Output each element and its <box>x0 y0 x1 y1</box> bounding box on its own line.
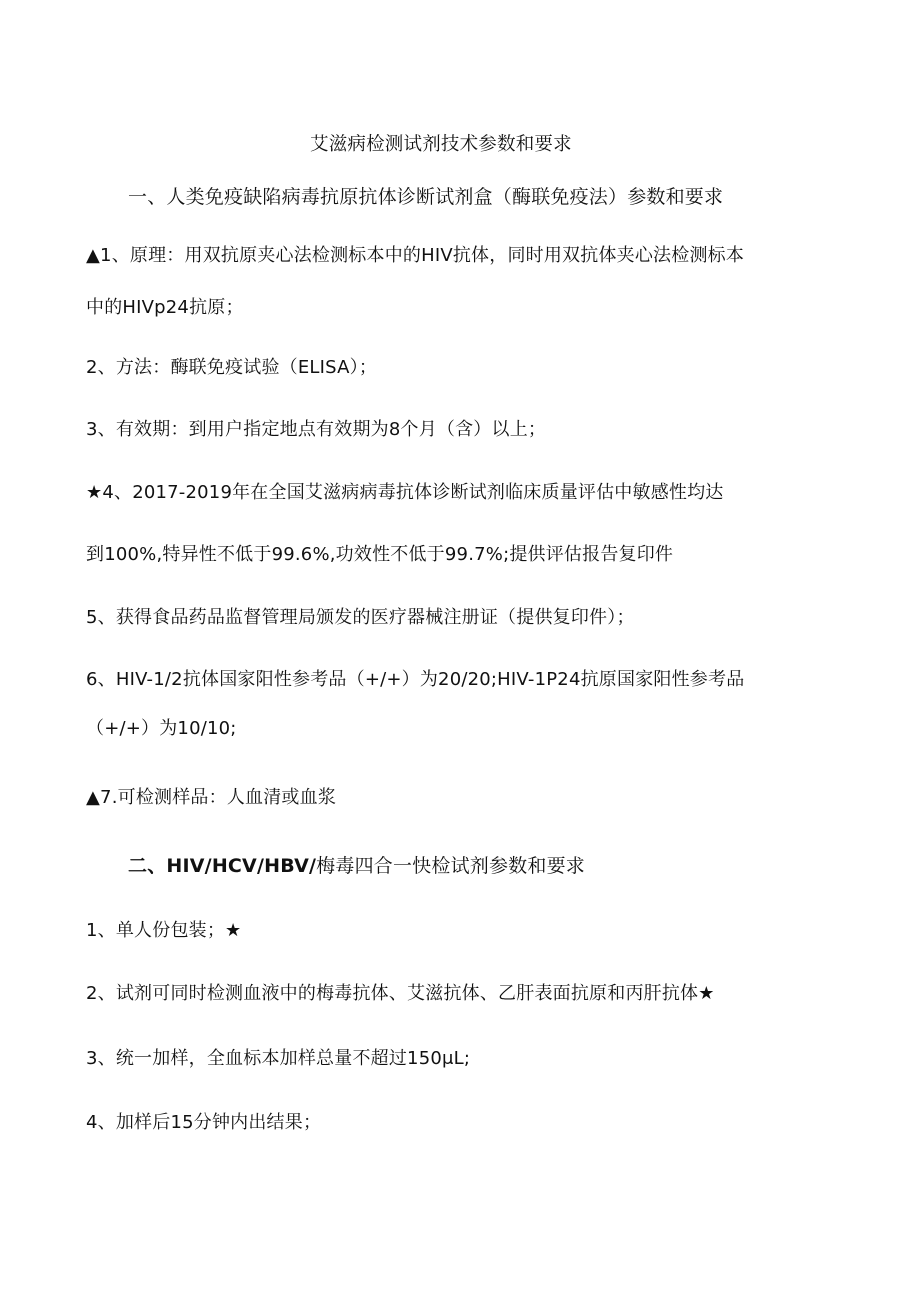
section2-item1: 1、单人份包装；★ <box>86 920 242 941</box>
section1-item1-line1: ▲1、原理：用双抗原夹心法检测标本中的HIV抗体，同时用双抗体夹心法检测标本 <box>86 245 745 266</box>
section1-item6-line1: 6、HIV-1/2抗体国家阳性参考品（+/+）为20/20;HIV-1P24抗原国家阳性参考品 <box>86 669 745 690</box>
section1-item7: ▲7.可检测样品：人血清或血浆 <box>86 787 337 808</box>
section1-item4-line2: 到100%,特异性不低于99.6%,功效性不低于99.7%;提供评估报告复印件 <box>86 544 674 565</box>
section2-item3: 3、统一加样，全血标本加样总量不超过150μL; <box>86 1048 471 1069</box>
section1-item1-line2: 中的HIVp24抗原； <box>86 297 244 318</box>
section2-item2: 2、试剂可同时检测血液中的梅毒抗体、艾滋抗体、乙肝表面抗原和丙肝抗体★ <box>86 983 715 1004</box>
section1-item2: 2、方法：酶联免疫试验（ELISA）； <box>86 357 378 378</box>
section2-heading-bold: 二、HIV/HCV/HBV/ <box>128 855 317 877</box>
section1-item5: 5、获得食品药品监督管理局颁发的医疗器械注册证（提供复印件）； <box>86 607 635 628</box>
section1-item4-line1: ★4、2017-2019年在全国艾滋病病毒抗体诊断试剂临床质量评估中敏感性均达 <box>86 482 724 503</box>
section1-item3: 3、有效期：到用户指定地点有效期为8个月（含）以上； <box>86 419 547 440</box>
document-title: 艾滋病检测试剂技术参数和要求 <box>310 134 572 155</box>
section2-heading-rest: 梅毒四合一快检试剂参数和要求 <box>316 855 585 877</box>
section1-item6-line2: （+/+）为10/10; <box>86 718 237 739</box>
section2-heading <box>128 854 585 878</box>
section2-item4: 4、加样后15分钟内出结果； <box>86 1112 322 1133</box>
section1-heading: 一、人类免疫缺陷病毒抗原抗体诊断试剂盒（酶联免疫法）参数和要求 <box>128 186 724 208</box>
